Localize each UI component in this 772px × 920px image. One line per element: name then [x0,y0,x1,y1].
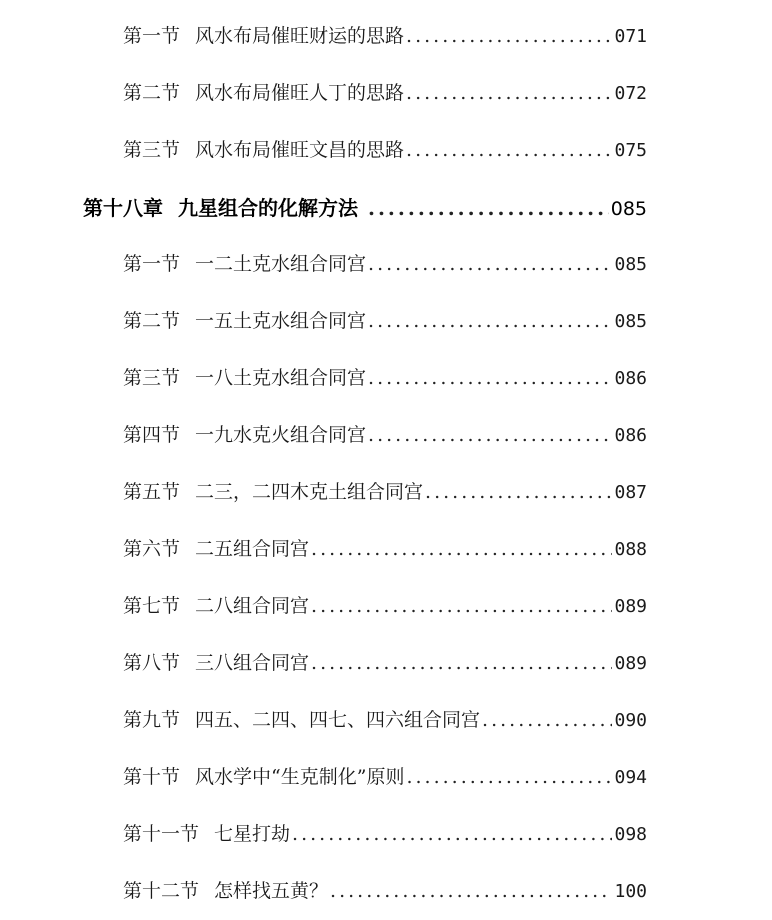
dot-leader [368,364,612,392]
dot-leader [311,592,612,620]
toc-entry-label: 第十节 [123,766,181,788]
toc-entry-title: 风水布局催旺财运的思路 [195,25,405,47]
toc-entry-label: 第三节 [123,139,181,161]
toc-entry-page: 094 [614,767,647,788]
toc-entry-page: 075 [614,140,647,161]
toc-entry-label: 第五节 [123,481,181,503]
toc-entry-section[interactable] [123,706,647,734]
toc-entry-title: 二三，二四木克土组合同宫 [195,481,424,503]
toc-entry-title: 三八组合同宫 [195,652,310,674]
toc-entry-label: 第七节 [123,595,181,617]
toc-entry-title: 四五、二四、四七、四六组合同宫 [195,709,481,731]
toc-entry-page: 098 [614,824,647,845]
dot-leader [368,307,612,335]
toc-entry-title: 风水布局催旺文昌的思路 [195,139,405,161]
toc-entry-page: 086 [614,425,647,446]
toc-entry-section[interactable] [123,421,647,449]
toc-entry-label: 第二节 [123,310,181,332]
toc-entry-page: 100 [614,881,647,902]
dot-leader [425,478,612,506]
toc-entry-section[interactable] [123,535,647,563]
toc-entry-title: 风水学中“生克制化”原则 [195,766,405,788]
toc-entry-label: 第三节 [123,367,181,389]
toc-entry-label: 第六节 [123,538,181,560]
dot-leader [482,706,612,734]
toc-entry-section[interactable] [123,250,647,278]
toc-entry-section[interactable] [123,592,647,620]
dot-leader [311,649,612,677]
toc-entry-label: 第十二节 [123,880,200,902]
dot-leader [292,820,612,848]
toc-entry-label: 第九节 [123,709,181,731]
toc-entry-section[interactable] [123,763,647,791]
dot-leader [368,421,612,449]
toc-chapter-title: 九星组合的化解方法 [178,196,358,220]
toc-entry-section[interactable] [123,478,647,506]
toc-chapter-label: 第十八章 [83,196,163,220]
toc-entry-section[interactable] [123,877,647,905]
toc-entry-title: 一八土克水组合同宫 [195,367,367,389]
dot-leader [406,136,612,164]
toc-entry-title: 一二土克水组合同宫 [195,253,367,275]
toc-entry-label: 第八节 [123,652,181,674]
toc-entry-page: 090 [614,710,647,731]
toc-entry-page: 072 [614,83,647,104]
toc-entry-section[interactable] [123,364,647,392]
toc-entry-page: 086 [614,368,647,389]
toc-entry-title: 一五土克水组合同宫 [195,310,367,332]
toc-entry-label: 第二节 [123,82,181,104]
toc-entry-section[interactable] [123,79,647,107]
dot-leader [368,250,612,278]
toc-entry-title: 二八组合同宫 [195,595,310,617]
dot-leader [311,535,612,563]
toc-entry-label: 第四节 [123,424,181,446]
toc-entry-page: 089 [614,596,647,617]
toc-entry-page: 085 [614,254,647,275]
toc-entry-title: 二五组合同宫 [195,538,310,560]
toc-entry-section[interactable] [123,22,647,50]
toc-entry-title: 七星打劫 [214,823,291,845]
toc-entry-label: 第一节 [123,25,181,47]
toc-entry-section[interactable] [123,820,647,848]
toc-entry-page: 071 [614,26,647,47]
toc-entry-section[interactable] [123,307,647,335]
toc-entry-label: 第十一节 [123,823,200,845]
toc-entry-title: 一九水克火组合同宫 [195,424,367,446]
toc-entry-label: 第一节 [123,253,181,275]
dot-leader [406,79,612,107]
toc-entry-title: 怎样找五黄？ [214,880,329,902]
toc-chapter-page: 085 [610,198,647,220]
toc-entry-title: 风水布局催旺人丁的思路 [195,82,405,104]
toc-entry-chapter[interactable] [83,194,647,222]
toc-entry-section[interactable] [123,136,647,164]
dot-leader [406,22,612,50]
toc-entry-page: 089 [614,653,647,674]
dot-leader [368,194,609,222]
dot-leader [406,763,612,791]
dot-leader [330,877,612,905]
toc-entry-page: 087 [614,482,647,503]
toc-entry-section[interactable] [123,649,647,677]
toc-entry-page: 085 [614,311,647,332]
toc-entry-page: 088 [614,539,647,560]
